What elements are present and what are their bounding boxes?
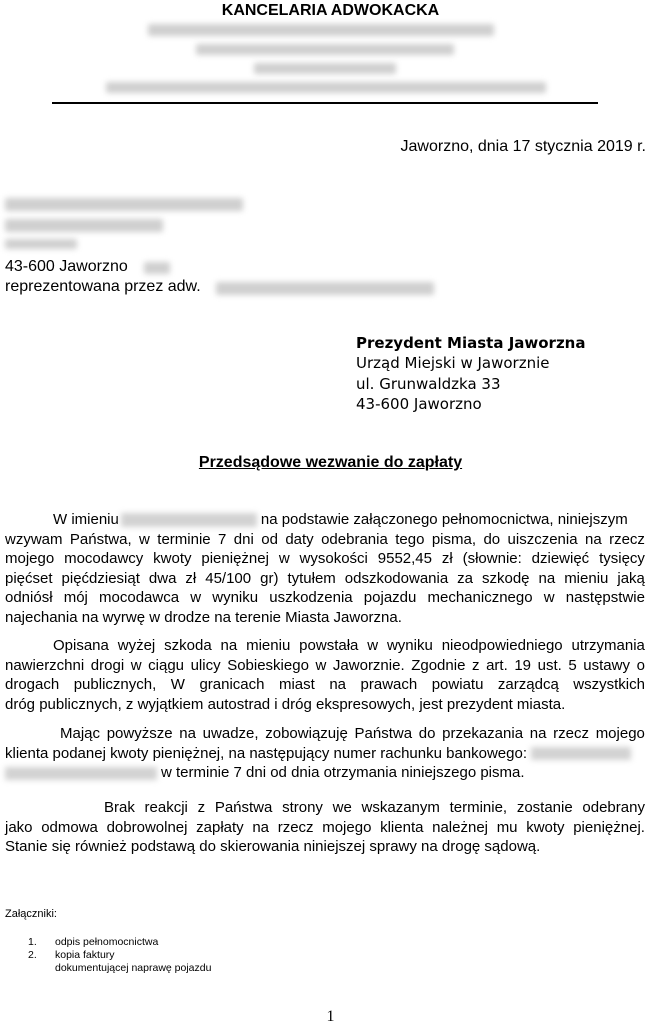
page-number: 1 bbox=[326, 1008, 335, 1025]
recipient-city: 43-600 Jaworzno bbox=[356, 394, 482, 413]
redacted-firm-address-line-1 bbox=[148, 24, 494, 36]
p2-line1: Opisana wyżej szkoda na mieniu powstała w wyniku nieodpowiedniego utrzymania bbox=[53, 637, 645, 654]
p4-line2: jako odmowa dobrowolnej zapłaty na rzecz mojego klienta należnej mu kwoty pieniężnej. bbox=[5, 818, 645, 836]
redacted-client-name bbox=[121, 513, 257, 527]
attachment-number: 1. bbox=[28, 936, 37, 948]
paragraph-3 bbox=[5, 724, 645, 783]
letter-subject: Przedsądowe wezwanie do zapłaty bbox=[198, 454, 463, 471]
p4-line3: Stanie się również podstawą do skierowania niniejszej sprawy na drogę sądową. bbox=[5, 838, 541, 855]
redacted-firm-address-line-2 bbox=[196, 44, 454, 55]
date-line: Jaworzno, dnia 17 stycznia 2019 r. bbox=[400, 138, 646, 155]
redacted-firm-address-line-3 bbox=[254, 63, 396, 74]
recipient-street: ul. Grunwaldzka 33 bbox=[356, 374, 501, 393]
attachment-text: kopia faktury bbox=[55, 949, 115, 961]
letterhead-divider bbox=[52, 102, 598, 104]
redacted-account-number-part-1 bbox=[531, 747, 631, 760]
p3-line1: Mając powyższe na uwadze, zobowiązuję Państwa do przekazania na rzecz mojego bbox=[60, 725, 645, 742]
attachment-item bbox=[28, 949, 211, 962]
redacted-account-number-part-2 bbox=[5, 767, 157, 780]
redacted-sender-city-suffix bbox=[144, 262, 170, 274]
recipient-office: Urząd Miejski w Jaworznie bbox=[356, 354, 550, 373]
attachment-text: dokumentującej naprawę pojazdu bbox=[55, 962, 212, 974]
paragraph-2 bbox=[5, 636, 645, 714]
p1-line6: najechania na wyrwę w drodze na terenie Miasta Jaworzna. bbox=[5, 608, 402, 626]
sender-city: 43-600 Jaworzno bbox=[5, 258, 128, 275]
attachments-list bbox=[28, 936, 211, 975]
redacted-attorney-name bbox=[216, 282, 434, 295]
attachments-title: Załączniki: bbox=[5, 908, 57, 920]
p3-line3-end: w terminie 7 dni od dnia otrzymania niniejszego pisma. bbox=[161, 764, 525, 781]
firm-name: KANCELARIA ADWOKACKA bbox=[221, 2, 440, 19]
p4-line1: Brak reakcji z Państwa strony we wskazanym terminie, zostanie odebrany bbox=[104, 799, 645, 816]
p1-line1-start: W imieniu bbox=[53, 511, 119, 528]
attachment-item bbox=[28, 936, 211, 949]
redacted-sender-line-2 bbox=[5, 219, 163, 232]
redacted-sender-line-1 bbox=[5, 198, 243, 211]
paragraph-1 bbox=[5, 510, 645, 627]
p1-line3: mojego mocodawcy kwoty pieniężnej w wysokości 9552,45 zł (słownie: dziewięć tysięcy bbox=[5, 550, 645, 567]
paragraph-4 bbox=[5, 798, 645, 857]
attachment-text: odpis pełnomocnictwa bbox=[55, 936, 159, 948]
p1-line5: odniósł mój mocodawca w wyniku uszkodzenia pojazdu mechanicznego w następstwie bbox=[5, 589, 645, 606]
p1-line2: wzywam Państwa, w terminie 7 dni od daty odebrania tego pisma, do uiszczenia na rzecz bbox=[5, 530, 645, 548]
p1-line4: pięćset pięćdziesiąt dwa zł 45/100 gr) tytułem odszkodowania za szkodę na mieniu jaką bbox=[5, 569, 645, 587]
recipient-block bbox=[356, 333, 585, 414]
p2-line2: nawierzchni drogi w ciągu ulicy Sobieskiego w Jaworznie. Zgodnie z art. 19 ust. 5 ustawy o bbox=[5, 656, 645, 674]
p2-line3: drogach publicznych, W granicach miast na prawach powiatu zarządcą wszystkich bbox=[5, 676, 645, 693]
redacted-firm-address-line-4 bbox=[106, 82, 546, 93]
attachment-number: 2. bbox=[28, 949, 37, 961]
redacted-sender-line-3 bbox=[5, 239, 77, 249]
recipient-name: Prezydent Miasta Jaworzna bbox=[356, 334, 586, 352]
p3-line2: klienta podanej kwoty pieniężnej, na następujący numer rachunku bankowego: bbox=[5, 744, 528, 762]
p1-line1-end: na podstawie załączonego pełnomocnictwa, niniejszym bbox=[260, 511, 628, 528]
sender-represented-by: reprezentowana przez adw. bbox=[5, 278, 201, 295]
p2-line4: dróg publicznych, z wyjątkiem autostrad i dróg ekspresowych, jest prezydent miasta. bbox=[5, 695, 566, 713]
attachment-item-continuation bbox=[28, 962, 211, 975]
attachment-number bbox=[28, 962, 55, 975]
